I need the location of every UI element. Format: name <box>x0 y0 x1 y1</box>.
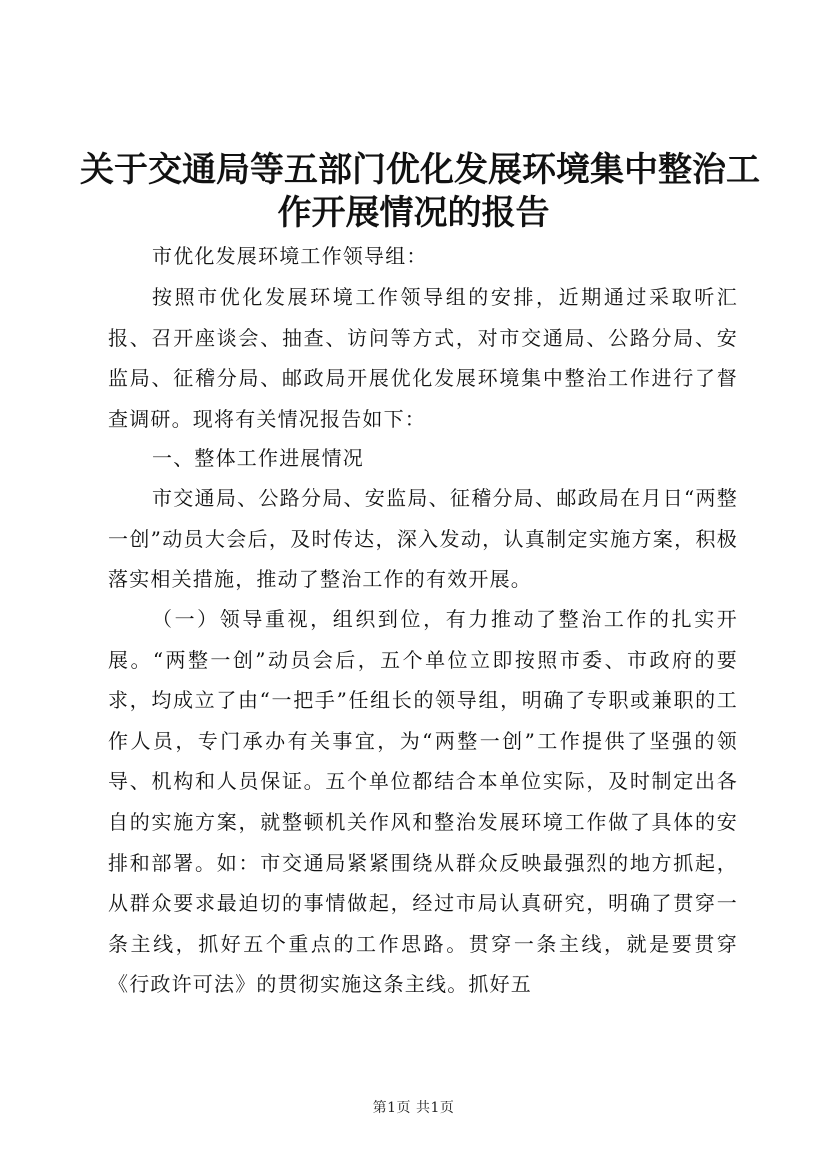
section-heading: 一、整体工作进展情况 <box>152 446 364 470</box>
paragraph-overview: 市交通局、公路分局、安监局、征稽分局、邮政局在月日“两整一创”动员大会后，及时传达，深入发动，认真制定实施方案，积极落实相关措施，推动了整治工作的有效开展。 <box>108 486 738 592</box>
document-title-line-1: 关于交通局等五部门优化发展环境集中整治工 <box>80 150 760 190</box>
paragraph-intro: 按照市优化发展环境工作领导组的安排，近期通过采取听汇报、召开座谈会、抽查、访问等方式，对市交通局、公路分局、安监局、征稽分局、邮政局开展优化发展环境集中整治工作进行了督查调研。现将有关情况报告如下： <box>108 285 738 431</box>
page-footer: 第1页 共1页 <box>372 1100 455 1116</box>
paragraph-salutation: 市优化发展环境工作领导组： <box>152 244 428 268</box>
document-title-line-2: 作开展情况的报告 <box>277 193 550 233</box>
paragraph-leadership: （一）领导重视，组织到位，有力推动了整治工作的扎实开展。“两整一创”动员会后，五个单位立即按照市委、市政府的要求，均成立了由“一把手”任组长的领导组，明确了专职或兼职的工作人员，专门承办有关事宜，为“两整一创”工作提供了坚强的领导、机构和人员保证。五个单位都结合本单位实际，及时制定出各自的实施方案，就整顿机关作风和整治发展环境工作做了具体的安排和部署。如：市交通局紧紧围绕从群众反映最强烈的地方抓起，从群众要求最迫切的事情做起，经过市局认真研究，明确了贯穿一条主线，抓好五个重点的工作思路。贯穿一条主线，就是要贯穿《行政许可法》的贯彻实施这条主线。抓好五 <box>108 607 738 997</box>
